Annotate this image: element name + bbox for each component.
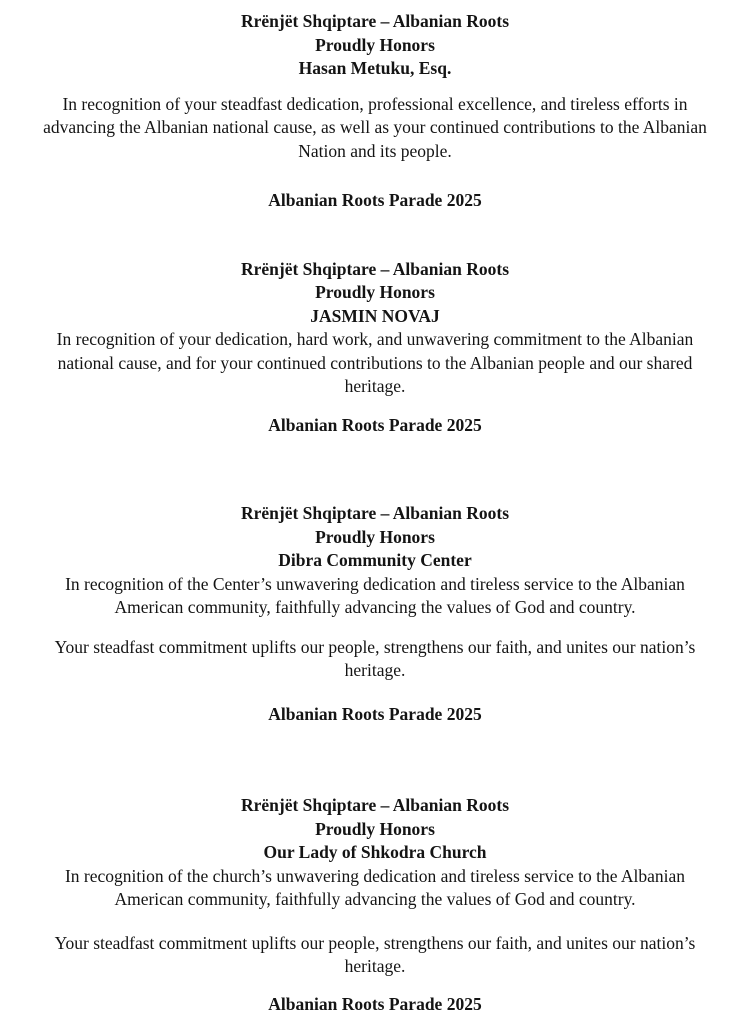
org-title: Rrënjët Shqiptare – Albanian Roots	[240, 258, 510, 279]
recognition-text-line: In recognition of the church’s unwavering dedication and tireless service to the Albanian	[64, 865, 686, 886]
org-title: Rrënjët Shqiptare – Albanian Roots	[240, 11, 510, 31]
certificate-section-jasmin-novaj	[0, 258, 750, 438]
recognition-paragraph	[0, 573, 750, 620]
recognition-paragraph	[0, 93, 750, 164]
commitment-text-line: heritage.	[344, 956, 406, 976]
certificate-section-our-lady-of-shkodra-church	[0, 794, 750, 1016]
commitment-text-line: Your steadfast commitment uplifts our people, strengthens our faith, and unites our nation’s	[54, 636, 696, 657]
event-title: Albanian Roots Parade 2025	[268, 703, 482, 724]
certificate-heading	[0, 794, 750, 865]
certificate-section-hasan-metuku	[0, 10, 750, 213]
recognition-paragraph	[0, 328, 750, 399]
certificate-section-dibra-community-center	[0, 502, 750, 726]
certificate-heading	[0, 502, 750, 573]
recognition-paragraph	[0, 865, 750, 912]
honors-label: Proudly Honors	[315, 34, 435, 55]
event-title: Albanian Roots Parade 2025	[268, 993, 482, 1014]
recognition-text-line: advancing the Albanian national cause, as well as your continued contributions to the Albanian	[43, 117, 707, 137]
recognition-text-line: American community, faithfully advancing the values of God and country.	[114, 889, 636, 909]
honors-label: Proudly Honors	[315, 282, 435, 302]
recognition-text-line: American community, faithfully advancing the values of God and country.	[114, 597, 636, 617]
honoree-name: Hasan Metuku, Esq.	[298, 58, 452, 78]
recognition-text-line: Nation and its people.	[298, 140, 452, 161]
certificate-heading	[0, 10, 750, 81]
commitment-text-line: Your steadfast commitment uplifts our people, strengthens our faith, and unites our nation’s	[54, 932, 696, 953]
org-title: Rrënjët Shqiptare – Albanian Roots	[240, 503, 510, 523]
recognition-text-line: In recognition of your steadfast dedication, professional excellence, and tireless efforts in	[62, 93, 688, 114]
commitment-text-line: heritage.	[344, 660, 406, 680]
commitment-paragraph	[0, 932, 750, 979]
honoree-name: Our Lady of Shkodra Church	[263, 842, 487, 862]
event-title: Albanian Roots Parade 2025	[268, 414, 482, 435]
recognition-text-line: In recognition of your dedication, hard work, and unwavering commitment to the Albanian	[56, 329, 694, 349]
certificate-heading	[0, 258, 750, 329]
recognition-text-line: national cause, and for your continued contributions to the Albanian people and our shared	[57, 352, 693, 373]
honoree-name: Dibra Community Center	[278, 550, 472, 570]
recognition-text-line: heritage.	[344, 376, 406, 396]
honoree-name: JASMIN NOVAJ	[310, 305, 440, 326]
honors-label: Proudly Honors	[315, 526, 435, 547]
honors-label: Proudly Honors	[315, 818, 435, 839]
org-title: Rrënjët Shqiptare – Albanian Roots	[240, 795, 510, 815]
recognition-text-line: In recognition of the Center’s unwavering dedication and tireless service to the Albanian	[65, 573, 685, 594]
commitment-paragraph	[0, 636, 750, 683]
event-title: Albanian Roots Parade 2025	[268, 190, 482, 210]
